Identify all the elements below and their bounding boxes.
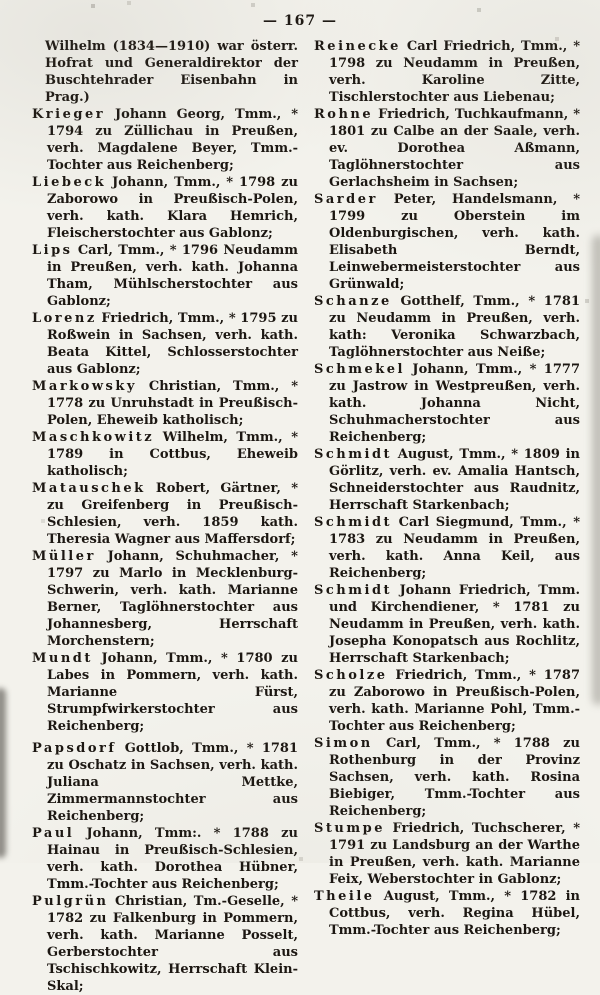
register-entry [32, 893, 298, 995]
register-entry [32, 106, 298, 174]
register-entry [314, 191, 580, 293]
register-entry [314, 446, 580, 514]
entry-surname: Papsdorf [32, 741, 117, 756]
entry-text: Johann, Tmm., * 1798 zu Zaborowo in Preußisch-Polen, verh. kath. Klara Hemrich, Fleischerstochter aus Gablonz; [47, 175, 298, 241]
entry-surname: Schmekel [314, 362, 405, 377]
entry-text: Carl Siegmund, Tmm., * 1783 zu Neudamm in Preußen, verh. kath. Anna Keil, aus Reichenberg; [329, 515, 580, 581]
register-entry [32, 480, 298, 548]
entry-text: Johann Friedrich, Tmm. und Kirchendiener, * 1781 zu Neudamm in Preußen, verh. kath. Josepha Konopatsch aus Rochlitz, Herrschaft Starkenbach; [329, 583, 580, 666]
right-column [314, 38, 580, 995]
register-entry [32, 174, 298, 242]
register-entry [314, 735, 580, 820]
entry-text: August, Tmm., * 1809 in Görlitz, verh. ev. Amalia Hantsch, Schneiderstochter aus Raudnitz, Herrschaft Starkenbach; [329, 447, 580, 513]
entry-surname: Matauschek [32, 481, 146, 496]
entry-surname: Schmidt [314, 515, 393, 530]
entry-text: Wilhelm (1834—1910) war österr. Hofrat und Generaldirektor der Buschtehrader Eisenbahn in Prag.) [45, 39, 298, 105]
entry-text: Johann Georg, Tmm., * 1794 zu Züllichau in Preußen, verh. Magdalene Beyer, Tmm.-Tochter aus Reichenberg; [47, 107, 298, 173]
entry-surname: Lips [32, 243, 73, 258]
text-columns [0, 29, 600, 995]
entry-surname: Markowsky [32, 379, 137, 394]
entry-surname: Schanze [314, 294, 392, 309]
entry-surname: Rohne [314, 107, 374, 122]
register-entry [314, 514, 580, 582]
entry-surname: Theile [314, 889, 375, 904]
entry-surname: Maschkowitz [32, 430, 155, 445]
register-entry [32, 378, 298, 429]
entry-text: Robert, Gärtner, * zu Greifenberg in Preußisch-Schlesien, verh. 1859 kath. Theresia Wagner aus Maffersdorf; [47, 481, 298, 547]
entry-surname: Paul [32, 826, 75, 841]
register-entry [32, 38, 298, 106]
register-entry [32, 825, 298, 893]
register-entry [32, 429, 298, 480]
entry-text: Christian, Tmm., * 1778 zu Unruhstadt in Preußisch-Polen, Eheweib katholisch; [47, 379, 298, 428]
register-entry [314, 38, 580, 106]
register-entry [314, 106, 580, 191]
register-entry [314, 667, 580, 735]
entry-text: Friedrich, Tmm., * 1795 zu Roßwein in Sachsen, verh. kath. Beata Kittel, Schlosserstochter aus Gablonz; [47, 311, 298, 377]
entry-text: August, Tmm., * 1782 in Cottbus, verh. Regina Hübel, Tmm.-Tochter aus Reichenberg; [329, 889, 580, 938]
entry-text: Johann, Tmm., * 1780 zu Labes in Pommern, verh. kath. Marianne Fürst, Strumpfwirkerstochter aus Reichenberg; [47, 651, 298, 734]
entry-surname: Simon [314, 736, 373, 751]
entry-text: Carl, Tmm., * 1796 Neudamm in Preußen, verh. kath. Johanna Tham, Mühlscherstochter aus Gablonz; [47, 243, 298, 309]
register-entry [32, 242, 298, 310]
register-entry [32, 548, 298, 650]
register-entry [314, 293, 580, 361]
entry-text: Peter, Handelsmann, * 1799 zu Oberstein im Oldenburgischen, verh. kath. Elisabeth Berndt, Leinwebermeisterstochter aus Grünwald; [329, 192, 580, 292]
entry-text: Friedrich, Tuchkaufmann, * 1801 zu Calbe an der Saale, verh. ev. Dorothea Aßmann, Taglöhnerstochter aus Gerlachsheim in Sachsen; [329, 107, 580, 190]
entry-surname: Scholze [314, 668, 388, 683]
entry-text: Friedrich, Tmm., * 1787 zu Zaborowo in Preußisch-Polen, verh. kath. Marianne Pohl, Tmm.-Tochter aus Reichenberg; [329, 668, 580, 734]
entry-text: Johann, Schuhmacher, * 1797 zu Marlo in Mecklenburg-Schwerin, verh. kath. Marianne Berner, Taglöhnerstochter aus Johannesberg, Herrschaft Morchenstern; [47, 549, 298, 649]
register-entry [32, 310, 298, 378]
page-number: — 167 — [263, 13, 337, 29]
entry-surname: Lorenz [32, 311, 97, 326]
entry-text: Christian, Tm.-Geselle, * 1782 zu Falkenburg in Pommern, verh. kath. Marianne Posselt, Gerberstochter aus Tschischkowitz, Herrschaft Klein-Skal; [47, 894, 298, 994]
entry-surname: Pulgrün [32, 894, 109, 909]
entry-surname: Reinecke [314, 39, 401, 54]
entry-text: Carl Friedrich, Tmm., * 1798 zu Neudamm in Preußen, verh. Karoline Zitte, Tischlerstochter aus Liebenau; [329, 39, 580, 105]
entry-surname: Schmidt [314, 583, 393, 598]
entry-text: Gottlob, Tmm., * 1781 zu Oschatz in Sachsen, verh. kath. Juliana Mettke, Zimmermannstochter aus Reichenberg; [47, 741, 298, 824]
entry-surname: Müller [32, 549, 96, 564]
register-entry [314, 361, 580, 446]
register-entry [314, 820, 580, 888]
entry-text: Friedrich, Tuchscherer, * 1791 zu Landsburg an der Warthe in Preußen, verh. kath. Marianne Feix, Weberstochter in Gablonz; [329, 821, 580, 887]
entry-surname: Schmidt [314, 447, 393, 462]
entry-text: Johann, Tmm., * 1777 zu Jastrow in Westpreußen, verh. kath. Johanna Nicht, Schuhmacherstochter aus Reichenberg; [329, 362, 580, 445]
entry-surname: Stumpe [314, 821, 385, 836]
entry-surname: Liebeck [32, 175, 107, 190]
entry-text: Gotthelf, Tmm., * 1781 zu Neudamm in Preußen, verh. kath: Veronika Schwarzbach, Taglöhnerstochter aus Neiße; [329, 294, 580, 360]
entry-surname: Mundt [32, 651, 93, 666]
entry-surname: Sarder [314, 192, 378, 207]
entry-text: Carl, Tmm., * 1788 zu Rothenburg in der Provinz Sachsen, verh. kath. Rosina Biebiger, Tmm.-Tochter aus Reichenberg; [329, 736, 580, 819]
entry-text: Johann, Tmm:. * 1788 zu Hainau in Preußisch-Schlesien, verh. kath. Dorothea Hübner, Tmm.-Tochter aus Reichenberg; [47, 826, 298, 892]
entry-text: Wilhelm, Tmm., * 1789 in Cottbus, Eheweib katholisch; [47, 430, 298, 479]
register-entry [314, 888, 580, 939]
register-entry [32, 740, 298, 825]
left-column [32, 38, 298, 995]
entry-surname: Krieger [32, 107, 106, 122]
register-entry [314, 582, 580, 667]
register-entry [32, 650, 298, 735]
